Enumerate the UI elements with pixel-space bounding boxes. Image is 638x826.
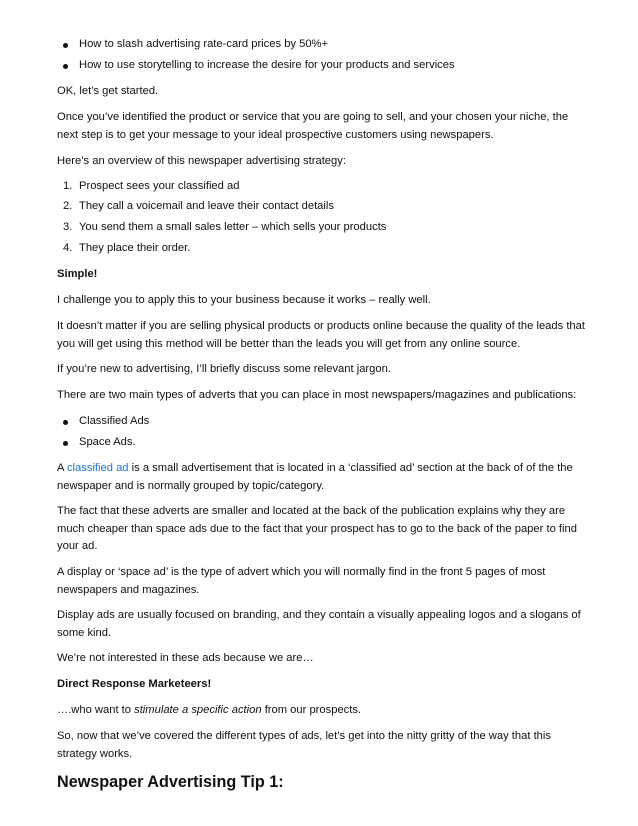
paragraph: There are two main types of adverts that you can place in most newspapers/magazines and publications:	[57, 389, 577, 401]
paragraph	[57, 460, 587, 495]
paragraph: OK, let’s get started.	[57, 85, 159, 97]
paragraph-bold	[57, 266, 587, 284]
item-text: Prospect sees your classified ad	[79, 180, 240, 192]
item-number: 4.	[63, 242, 73, 254]
paragraph: I challenge you to apply this to your business because it works – really well.	[57, 294, 431, 306]
text-run: from our prospects.	[261, 704, 362, 716]
bullet-icon	[63, 43, 68, 48]
paragraph: Display ads are usually focused on branding, and they contain a visually appealing logos and a slogans of some kind.	[57, 609, 581, 639]
item-text: They call a voicemail and leave their contact details	[79, 200, 334, 212]
text-run: A	[57, 462, 67, 474]
text-run: ….who want to	[57, 704, 135, 716]
item-text: They place their order.	[79, 242, 191, 254]
paragraph: A display or ‘space ad’ is the type of advert which you will normally find in the front 5 pages of most newspapers and magazines.	[57, 566, 546, 596]
simple-text: Simple!	[57, 268, 98, 280]
list-item-text: Space Ads.	[79, 436, 136, 448]
list-item-text: Classified Ads	[79, 415, 150, 427]
emphasis-text: stimulate a specific action	[134, 704, 262, 716]
paragraph: Here’s an overview of this newspaper advertising strategy:	[57, 155, 346, 167]
paragraph: We’re not interested in these ads because we are…	[57, 652, 314, 664]
paragraph: The fact that these adverts are smaller and located at the back of the publication explains why they are much cheaper than space ads due to the fact that your prospect has to go to the back of the paper to find your ad.	[57, 505, 577, 552]
bullet-icon	[63, 420, 68, 425]
paragraph: Once you’ve identified the product or service that you are going to sell, and your chosen your niche, the next step is to get your message to your ideal prospective customers using newspapers.	[57, 111, 569, 141]
text-run: is a small advertisement that is located in a ‘classified ad’ section at the back of of the the newspaper and is normally grouped by topic/category.	[57, 462, 573, 492]
paragraph: It doesn’t matter if you are selling physical products or products online because the quality of the leads that you will get using this method will be better than the leads you will get from any online source.	[57, 320, 585, 350]
paragraph: If you’re new to advertising, I’ll briefly discuss some relevant jargon.	[57, 363, 391, 375]
list-item-text: How to use storytelling to increase the desire for your products and services	[79, 59, 455, 71]
item-number: 1.	[63, 180, 73, 192]
item-text: You send them a small sales letter – which sells your products	[79, 221, 387, 233]
bullet-icon	[63, 441, 68, 446]
bullet-icon	[63, 64, 68, 69]
paragraph: So, now that we’ve covered the different types of ads, let’s get into the nitty gritty of the way that this strategy works.	[57, 730, 551, 760]
drm-text: Direct Response Marketeers!	[57, 678, 212, 690]
section-heading: Newspaper Advertising Tip 1:	[57, 773, 284, 791]
item-number: 3.	[63, 221, 73, 233]
classified-ad-link[interactable]: classified ad	[66, 462, 129, 474]
item-number: 2.	[63, 200, 73, 212]
paragraph-bold	[57, 676, 587, 694]
list-item-text: How to slash advertising rate-card prices by 50%+	[79, 38, 329, 50]
paragraph	[57, 702, 587, 720]
